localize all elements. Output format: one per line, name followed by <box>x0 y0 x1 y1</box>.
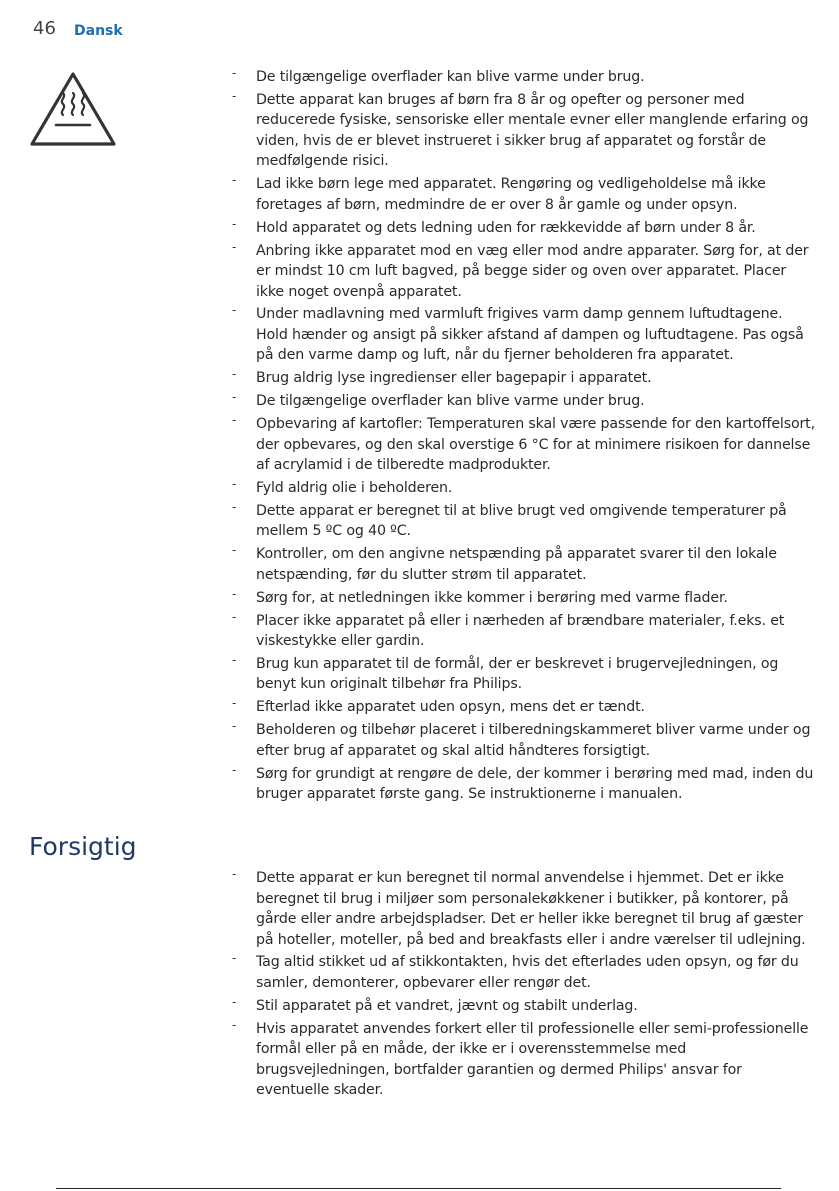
hot-surface-warning-icon <box>28 70 118 148</box>
caution-heading: Forsigtig <box>29 832 137 861</box>
list-item: - Brug aldrig lyse ingredienser eller bagepapir i apparatet. <box>231 368 816 389</box>
footer-divider <box>56 1188 781 1189</box>
list-item: - Kontroller, om den angivne netspænding på apparatet svarer til den lokale netspænding, før du slutter strøm til apparatet. <box>231 544 816 585</box>
list-item: - De tilgængelige overflader kan blive varme under brug. <box>231 391 816 412</box>
list-item: - Efterlad ikke apparatet uden opsyn, mens det er tændt. <box>231 697 816 718</box>
list-item: - Beholderen og tilbehør placeret i tilberedningskammeret bliver varme under og efter brug af apparatet og skal altid håndteres forsigtigt. <box>231 720 816 761</box>
list-item: - Hvis apparatet anvendes forkert eller til professionelle eller semi-professionelle formål eller på en måde, der ikke er i overensstemmelse med brugsvejledningen, bortfalder garantien og dermed Philips' ansvar for eventuelle skader. <box>231 1019 816 1101</box>
list-item: - Lad ikke børn lege med apparatet. Rengøring og vedligeholdelse må ikke foretages af børn, medmindre de er over 8 år gamle og under opsyn. <box>231 174 816 215</box>
safety-warnings-list <box>231 67 816 807</box>
list-item: - Sørg for, at netledningen ikke kommer i berøring med varme flader. <box>231 588 816 609</box>
list-item: - Anbring ikke apparatet mod en væg eller mod andre apparater. Sørg for, at der er mindst 10 cm luft bagved, på begge sider og oven over apparatet. Placer ikke noget ovenpå apparatet. <box>231 241 816 303</box>
caution-list <box>231 868 816 1103</box>
list-item: - Placer ikke apparatet på eller i nærheden af brændbare materialer, f.eks. et viskestykke eller gardin. <box>231 611 816 652</box>
list-item: - Sørg for grundigt at rengøre de dele, der kommer i berøring med mad, inden du bruger apparatet første gang. Se instruktionerne i manualen. <box>231 764 816 805</box>
list-item: - Stil apparatet på et vandret, jævnt og stabilt underlag. <box>231 996 816 1017</box>
list-item: - De tilgængelige overflader kan blive varme under brug. <box>231 67 816 88</box>
page-number: 46 <box>33 18 56 39</box>
list-item: - Opbevaring af kartofler: Temperaturen skal være passende for den kartoffelsort, der opbevares, og den skal overstige 6 °C for at minimere risikoen for dannelse af acrylamid i de tilberedte madprodukter. <box>231 414 816 476</box>
list-item: - Tag altid stikket ud af stikkontakten, hvis det efterlades uden opsyn, og før du samler, demonterer, opbevarer eller rengør det. <box>231 952 816 993</box>
list-item: - Under madlavning med varmluft frigives varm damp gennem luftudtagene. Hold hænder og ansigt på sikker afstand af dampen og luftudtagene. Pas også på den varme damp og luft, når du fjerner beholderen fra apparatet. <box>231 304 816 366</box>
list-item: - Hold apparatet og dets ledning uden for rækkevidde af børn under 8 år. <box>231 218 816 239</box>
list-item: - Dette apparat kan bruges af børn fra 8 år og opefter og personer med reducerede fysiske, sensoriske eller mentale evner eller manglende erfaring og viden, hvis de er blevet instrueret i sikker brug af apparatet og forstår de medfølgende risici. <box>231 90 816 172</box>
list-item: - Dette apparat er kun beregnet til normal anvendelse i hjemmet. Det er ikke beregnet til brug i miljøer som personalekøkkener i butikker, på kontorer, på gårde eller andre arbejdspladser. Det er heller ikke beregnet til brug af gæster på hoteller, moteller, på bed and breakfasts eller i andre værelser til udlejning. <box>231 868 816 950</box>
list-item: - Dette apparat er beregnet til at blive brugt ved omgivende temperaturer på mellem 5 ºC og 40 ºC. <box>231 501 816 542</box>
language-label: Dansk <box>74 23 123 39</box>
list-item: - Fyld aldrig olie i beholderen. <box>231 478 816 499</box>
list-item: - Brug kun apparatet til de formål, der er beskrevet i brugervejledningen, og benyt kun originalt tilbehør fra Philips. <box>231 654 816 695</box>
